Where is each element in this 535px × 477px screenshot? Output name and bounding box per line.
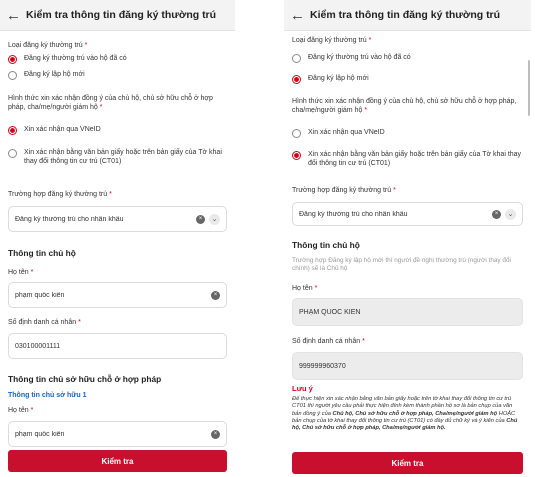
radio-unselected-icon[interactable] bbox=[292, 129, 301, 138]
clear-icon[interactable]: × bbox=[492, 210, 501, 219]
radio-label: Đăng ký lập hộ mới bbox=[308, 75, 369, 82]
scrollbar[interactable] bbox=[528, 60, 530, 116]
radio-new-household[interactable] bbox=[8, 71, 227, 80]
radio-unselected-icon[interactable] bbox=[8, 71, 17, 80]
id-label: Số định danh cá nhân * bbox=[292, 338, 365, 345]
radio-unselected-icon[interactable] bbox=[292, 54, 301, 63]
id-input[interactable] bbox=[8, 333, 227, 359]
name-label: Họ tên * bbox=[292, 285, 318, 292]
radio-label: Xin xác nhận bằng văn bản giấy hoặc trên bản giấy của Tờ khai thay đổi thông tin cư trú (CT01) bbox=[24, 149, 222, 165]
radio-label: Xin xác nhận qua VNeID bbox=[24, 126, 101, 133]
radio-consent-vneid[interactable] bbox=[8, 126, 227, 135]
note-title: Lưu ý bbox=[292, 384, 313, 393]
owner-section-title: Thông tin chủ sở hữu chỗ ở hợp pháp bbox=[8, 374, 162, 384]
head-hint: Trường hợp Đăng ký lập hộ mới thì người đề nghị thường trú (người thay đổi chính) sẽ là Chủ hộ bbox=[292, 257, 511, 272]
radio-unselected-icon[interactable] bbox=[8, 149, 17, 158]
clear-icon[interactable]: × bbox=[196, 215, 205, 224]
id-input-value: 030100001111 bbox=[15, 342, 61, 350]
head-section-title: Thông tin chủ hộ bbox=[8, 248, 76, 258]
chevron-down-icon[interactable]: ⌄ bbox=[505, 209, 516, 220]
radio-selected-icon[interactable] bbox=[292, 75, 301, 84]
id-label: Số định danh cá nhân * bbox=[8, 319, 81, 326]
radio-consent-paper[interactable] bbox=[292, 151, 523, 168]
owner-link[interactable]: Thông tin chủ sở hữu 1 bbox=[8, 392, 87, 399]
owner-name-input[interactable] bbox=[8, 421, 227, 447]
case-select-value: Đăng ký thường trú cho nhân khẩu bbox=[299, 210, 408, 218]
name-input[interactable] bbox=[8, 282, 227, 308]
head-section-title: Thông tin chủ hộ bbox=[292, 240, 360, 250]
chevron-down-icon[interactable]: ⌄ bbox=[209, 214, 220, 225]
radio-label: Đăng ký thường trú vào hộ đã có bbox=[308, 54, 411, 61]
radio-consent-paper[interactable] bbox=[8, 149, 227, 166]
case-label: Trường hợp đăng ký thường trú * bbox=[292, 187, 396, 194]
radio-consent-vneid[interactable] bbox=[292, 129, 523, 138]
back-arrow-icon[interactable]: ← bbox=[290, 6, 305, 24]
name-label: Họ tên * bbox=[8, 269, 34, 276]
check-button[interactable]: Kiểm tra bbox=[8, 450, 227, 472]
owner-name-value: phạm quốc kiên bbox=[15, 430, 65, 438]
id-input[interactable] bbox=[292, 352, 523, 380]
name-input-value: phạm quốc kiên bbox=[15, 291, 65, 299]
name-input-value: PHẠM QUỐC KIÊN bbox=[299, 308, 361, 316]
radio-existing-household[interactable] bbox=[8, 55, 227, 64]
consent-label: Hình thức xin xác nhận đồng ý của chủ hộ, chủ sở hữu chỗ ở hợp pháp, cha/mẹ/người giám hộ * bbox=[292, 98, 517, 114]
check-button[interactable]: Kiểm tra bbox=[292, 452, 523, 474]
clear-icon[interactable]: × bbox=[211, 430, 220, 439]
right-screen bbox=[284, 0, 531, 477]
header bbox=[284, 0, 531, 31]
case-label: Trường hợp đăng ký thường trú * bbox=[8, 191, 112, 198]
radio-label: Xin xác nhận qua VNeID bbox=[308, 129, 385, 136]
left-screen bbox=[0, 0, 235, 477]
clear-icon[interactable]: × bbox=[211, 291, 220, 300]
radio-selected-icon[interactable] bbox=[292, 151, 301, 160]
reg-type-label: Loại đăng ký thường trú * bbox=[8, 42, 88, 49]
id-input-value: 999999960370 bbox=[299, 362, 346, 370]
radio-existing-household[interactable] bbox=[292, 54, 523, 63]
radio-label: Xin xác nhận bằng văn bản giấy hoặc trên bản giấy của Tờ khai thay đổi thông tin cư trú (CT01) bbox=[308, 151, 522, 167]
case-select-value: Đăng ký thường trú cho nhân khẩu bbox=[15, 215, 124, 223]
radio-selected-icon[interactable] bbox=[8, 55, 17, 64]
note-text: Để thực hiện xin xác nhận bằng văn bản giấy hoặc trên tờ khai thay đổi thông tin cư trú CT01 thì người yêu cầu phải thực hiện đính kèm thành phần hồ sơ là bản chụp của văn bản đồng ý của Chủ hộ, Chủ sở hữu chỗ ở hợp pháp, Cha/mẹ/người giám hộ HOẶC bản chụp của tờ khai thay đổi thông tin cư trú (CT01) có đầy đủ chữ ký và ý kiến của Chủ hộ, Chủ sở hữu chỗ ở hợp pháp, Cha/mẹ/người giám hộ. bbox=[292, 396, 518, 432]
radio-selected-icon[interactable] bbox=[8, 126, 17, 135]
consent-label: Hình thức xin xác nhận đồng ý của chủ hộ, chủ sở hữu chỗ ở hợp pháp, cha/mẹ/người giám hộ * bbox=[8, 95, 213, 111]
case-select[interactable] bbox=[8, 206, 227, 232]
page-title: Kiểm tra thông tin đăng ký thường trú bbox=[26, 9, 217, 21]
name-input[interactable] bbox=[292, 298, 523, 326]
reg-type-label: Loại đăng ký thường trú * bbox=[292, 37, 372, 44]
radio-label: Đăng ký lập hộ mới bbox=[24, 71, 85, 78]
radio-new-household[interactable] bbox=[292, 75, 523, 84]
back-arrow-icon[interactable]: ← bbox=[6, 6, 21, 24]
radio-label: Đăng ký thường trú vào hộ đã có bbox=[24, 55, 127, 62]
case-select[interactable] bbox=[292, 202, 523, 226]
owner-name-label: Họ tên * bbox=[8, 407, 34, 414]
page-title: Kiểm tra thông tin đăng ký thường trú bbox=[310, 9, 501, 21]
header bbox=[0, 0, 235, 31]
